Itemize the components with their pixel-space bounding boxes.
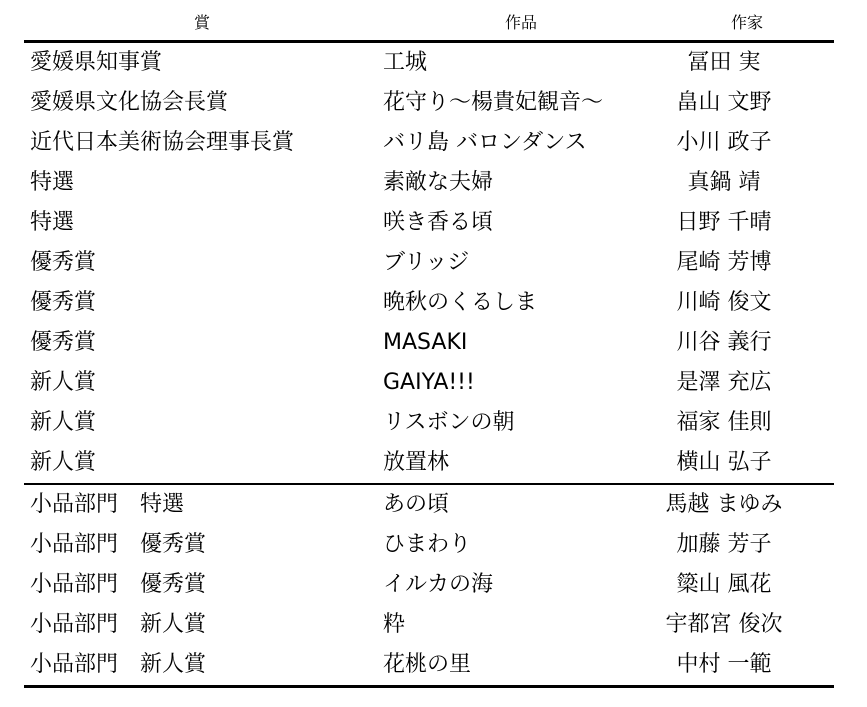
table-row xyxy=(24,363,834,403)
work-cell: 花守り～楊貴妃観音～ xyxy=(383,90,604,115)
header-work: 作品 xyxy=(505,13,538,32)
award-cell: 優秀賞 xyxy=(30,250,97,275)
work-cell: 工城 xyxy=(383,50,428,75)
small-works-section xyxy=(24,485,834,685)
artist-cell: 畠山 文野 xyxy=(676,90,772,115)
artist-cell: 横山 弘子 xyxy=(676,450,772,475)
table-row xyxy=(24,525,834,565)
artist-cell: 馬越 まゆみ xyxy=(665,492,783,517)
award-cell: 近代日本美術協会理事長賞 xyxy=(30,130,295,155)
artist-cell: 加藤 芳子 xyxy=(676,532,772,557)
table-row xyxy=(24,123,834,163)
work-cell: 咲き香る頃 xyxy=(383,210,494,235)
work-cell: リスボンの朝 xyxy=(383,410,515,435)
artist-cell: 真鍋 靖 xyxy=(687,170,761,195)
artist-cell: 宇都宮 俊次 xyxy=(665,612,783,637)
award-cell: 小品部門 新人賞 xyxy=(30,652,207,677)
award-cell: 小品部門 新人賞 xyxy=(30,612,207,637)
work-cell: 放置林 xyxy=(383,450,450,475)
award-cell: 小品部門 優秀賞 xyxy=(30,572,207,597)
table-row xyxy=(24,83,834,123)
award-cell: 優秀賞 xyxy=(30,290,97,315)
table-header xyxy=(24,0,834,40)
main-awards-section xyxy=(24,43,834,483)
work-cell: 粋 xyxy=(383,612,406,637)
table-row xyxy=(24,163,834,203)
bottom-rule xyxy=(24,685,834,688)
artist-cell: 尾崎 芳博 xyxy=(676,250,772,275)
award-cell: 優秀賞 xyxy=(30,330,97,355)
artist-cell: 日野 千晴 xyxy=(676,210,772,235)
artist-cell: 簗山 風花 xyxy=(676,572,772,597)
award-cell: 愛媛県知事賞 xyxy=(30,50,163,75)
artist-cell: 冨田 実 xyxy=(687,50,761,75)
artist-cell: 是澤 充広 xyxy=(676,370,772,395)
header-artist: 作家 xyxy=(731,13,764,32)
header-award: 賞 xyxy=(194,13,211,32)
award-cell: 愛媛県文化協会長賞 xyxy=(30,90,229,115)
work-cell: イルカの海 xyxy=(383,572,494,597)
award-cell: 小品部門 特選 xyxy=(30,492,185,517)
work-cell: バリ島 バロンダンス xyxy=(383,130,587,155)
artist-cell: 中村 一範 xyxy=(676,652,772,677)
table-row xyxy=(24,43,834,83)
artist-cell: 小川 政子 xyxy=(676,130,772,155)
award-cell: 新人賞 xyxy=(30,450,97,475)
award-cell: 新人賞 xyxy=(30,370,97,395)
awards-table xyxy=(24,0,834,688)
table-row xyxy=(24,403,834,443)
work-cell: あの頃 xyxy=(383,492,450,517)
table-row xyxy=(24,485,834,525)
table-row xyxy=(24,283,834,323)
award-cell: 特選 xyxy=(30,170,75,195)
work-cell: 花桃の里 xyxy=(383,652,472,677)
work-cell: 素敵な夫婦 xyxy=(383,170,494,195)
artist-cell: 福家 佳則 xyxy=(676,410,772,435)
table-row xyxy=(24,565,834,605)
award-cell: 特選 xyxy=(30,210,75,235)
table-row xyxy=(24,243,834,283)
work-cell: ブリッジ xyxy=(383,250,470,275)
table-row xyxy=(24,323,834,363)
table-row xyxy=(24,203,834,243)
work-cell: ひまわり xyxy=(383,532,472,557)
table-row xyxy=(24,443,834,483)
table-row xyxy=(24,605,834,645)
artist-cell: 川谷 義行 xyxy=(676,330,772,355)
award-cell: 小品部門 優秀賞 xyxy=(30,532,207,557)
work-cell: 晩秋のくるしま xyxy=(383,290,538,315)
table-row xyxy=(24,645,834,685)
work-cell: MASAKI xyxy=(383,330,468,355)
work-cell: GAIYA!!! xyxy=(383,370,475,395)
award-cell: 新人賞 xyxy=(30,410,97,435)
artist-cell: 川崎 俊文 xyxy=(676,290,772,315)
